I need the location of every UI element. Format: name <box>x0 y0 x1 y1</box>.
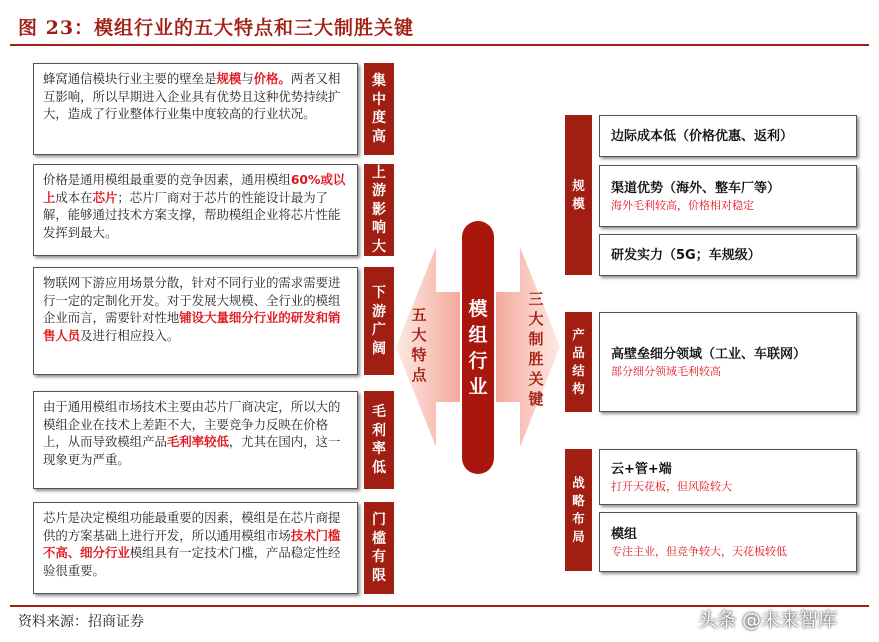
key-box-cloud: 云+管+端 打开天花板，但风险较大 <box>599 449 857 505</box>
feature-box-5 <box>33 502 358 594</box>
five-features-label: 五大特点 <box>411 306 427 384</box>
watermark: 头条 @未来智库 <box>698 609 838 631</box>
title-rule <box>10 44 869 46</box>
figure-title: 图 23：模组行业的五大特点和三大制胜关键 <box>18 17 415 39</box>
feature-tab-4: 毛利率低 <box>364 391 394 489</box>
three-keys-label: 三大制胜关键 <box>528 290 544 408</box>
key-box-channel: 渠道优势（海外、整车厂等） 海外毛利较高，价格相对稳定 <box>599 165 857 227</box>
feature-box-1 <box>33 63 358 155</box>
center-pill <box>462 221 494 474</box>
key-box-margin-cost: 边际成本低（价格优惠、返利） <box>599 115 857 157</box>
source-note: 资料来源：招商证券 <box>18 614 144 630</box>
left-arrow-icon <box>396 247 460 447</box>
feature-text-5: 芯片是决定模组功能最重要的因素，模组是在芯片商提供的方案基础上进行开发，所以通用模组市场技术门槛不高、细分行业模组具有一定技术门槛，产品稳定性经验很重要。 <box>43 510 341 578</box>
key-box-module: 模组 专注主业，但竞争较大，天花板较低 <box>599 512 857 572</box>
feature-tab-5: 门槛有限 <box>364 502 394 594</box>
feature-text-2: 价格是通用模组最重要的竞争因素，通用模组60%或以上成本在芯片；芯片厂商对于芯片的性能设计最为了解，能够通过技术方案支撑，帮助模组企业将芯片性能发挥到最大。 <box>43 172 346 240</box>
feature-box-4 <box>33 391 358 489</box>
feature-text-1: 蜂窝通信模块行业主要的壁垒是规模与价格。两者又相互影响，所以早期进入企业具有优势且这种优势持续扩大，造成了行业整体行业集中度较高的行业状况。 <box>43 71 341 121</box>
feature-box-2 <box>33 164 358 256</box>
group-tab-scale: 规模 <box>565 115 592 275</box>
key-box-high-barrier: 高壁垒细分领域（工业、车联网） 部分细分领域毛利较高 <box>599 312 857 412</box>
feature-box-3 <box>33 267 358 375</box>
feature-tab-1: 集中度高 <box>364 63 394 155</box>
feature-text-4: 由于通用模组市场技术主要由芯片厂商决定，所以大的模组企业在技术上差距不大，主要竞争力反映在价格上，从而导致模组产品毛利率较低，尤其在国内，这一现象更为严重。 <box>43 399 341 467</box>
feature-text-3: 物联网下游应用场景分散，针对不同行业的需求需要进行一定的定制化开发。对于发展大规模、全行业的模组企业而言，需要针对性地铺设大量细分行业的研发和销售人员及进行相应投入。 <box>43 275 341 343</box>
feature-tab-3: 下游广阔 <box>364 267 394 375</box>
group-tab-strategy: 战略布局 <box>565 449 592 571</box>
center-label: 模组行业 <box>468 297 488 398</box>
group-tab-product: 产品结构 <box>565 312 592 412</box>
key-box-rd: 研发实力（5G；车规级） <box>599 234 857 276</box>
feature-tab-2: 上游影响大 <box>364 164 394 256</box>
